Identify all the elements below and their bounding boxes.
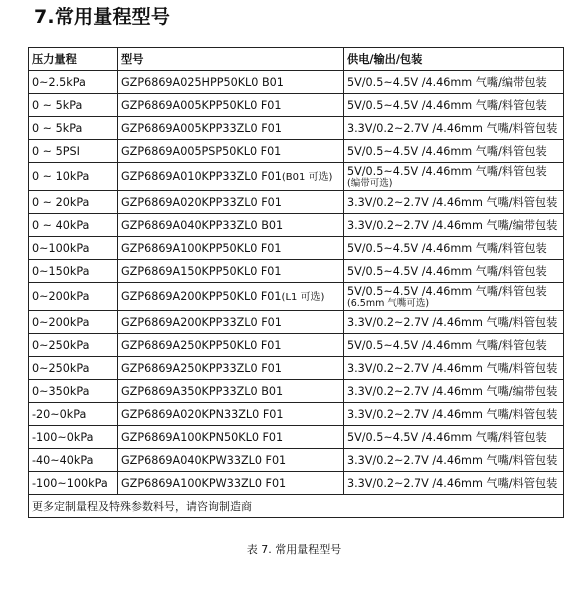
header-spec: 供电/输出/包装 [344,48,564,71]
table-row [29,140,564,163]
table-row [29,163,564,191]
model-cell [118,117,344,140]
spec-cell [344,283,564,311]
table-row [29,334,564,357]
range-cell: 0 ~ 5kPa [29,117,118,140]
model-cell [118,140,344,163]
model-number: GZP6869A020KPP33ZL0 F01 [121,195,282,209]
spec-text: 5V/0.5~4.5V /4.46mm 气嘴/料管包装 [347,264,547,278]
spec-text: 3.3V/0.2~2.7V /4.46mm 气嘴/编带包装 [347,384,558,398]
spec-option-note: (6.5mm 气嘴可选) [347,297,430,309]
model-cell [118,449,344,472]
model-cell [118,191,344,214]
spec-text: 5V/0.5~4.5V /4.46mm 气嘴/料管包装 [347,241,547,255]
spec-cell [344,334,564,357]
range-cell: -20~0kPa [29,403,118,426]
model-number: GZP6869A040KPP33ZL0 B01 [121,218,284,232]
model-cell [118,260,344,283]
table-row [29,191,564,214]
model-cell [118,426,344,449]
model-cell [118,311,344,334]
table-row [29,214,564,237]
table-row [29,380,564,403]
model-cell [118,71,344,94]
spec-cell [344,403,564,426]
spec-text: 5V/0.5~4.5V /4.46mm 气嘴/料管包装 [347,98,547,112]
model-number: GZP6869A250KPP33ZL0 F01 [121,361,282,375]
spec-cell [344,237,564,260]
spec-text: 3.3V/0.2~2.7V /4.46mm 气嘴/料管包装 [347,407,558,421]
model-cell [118,163,344,191]
table-header-row [29,48,564,71]
range-cell: -100~0kPa [29,426,118,449]
spec-text: 3.3V/0.2~2.7V /4.46mm 气嘴/料管包装 [347,121,558,135]
range-cell: -100~100kPa [29,472,118,495]
table-footer-row [29,495,564,518]
model-number: GZP6869A100KPW33ZL0 F01 [121,476,287,490]
spec-cell [344,71,564,94]
spec-cell [344,260,564,283]
model-number: GZP6869A200KPP33ZL0 F01 [121,315,282,329]
table-row [29,283,564,311]
range-cell: 0 ~ 5kPa [29,94,118,117]
range-cell: 0 ~ 20kPa [29,191,118,214]
model-number: GZP6869A010KPP33ZL0 F01 [121,169,282,183]
model-number: GZP6869A100KPN50KL0 F01 [121,430,284,444]
table-row [29,403,564,426]
spec-text: 3.3V/0.2~2.7V /4.46mm 气嘴/料管包装 [347,361,558,375]
spec-cell [344,191,564,214]
spec-cell [344,357,564,380]
table-row [29,237,564,260]
model-number: GZP6869A100KPP50KL0 F01 [121,241,282,255]
spec-cell [344,140,564,163]
range-cell: 0~250kPa [29,334,118,357]
model-cell [118,334,344,357]
model-cell [118,380,344,403]
spec-cell [344,449,564,472]
model-number: GZP6869A005KPP50KL0 F01 [121,98,282,112]
spec-cell [344,117,564,140]
model-cell [118,94,344,117]
range-cell: 0~2.5kPa [29,71,118,94]
section-title: 7.常用量程型号 [34,6,171,28]
spec-cell [344,163,564,191]
model-number: GZP6869A020KPN33ZL0 F01 [121,407,284,421]
model-cell [118,357,344,380]
model-number: GZP6869A005KPP33ZL0 F01 [121,121,282,135]
model-cell [118,403,344,426]
spec-text: 5V/0.5~4.5V /4.46mm 气嘴/料管包装 [347,284,547,298]
model-number: GZP6869A250KPP50KL0 F01 [121,338,282,352]
spec-cell [344,311,564,334]
spec-cell [344,94,564,117]
spec-text: 5V/0.5~4.5V /4.46mm 气嘴/料管包装 [347,144,547,158]
model-number: GZP6869A200KPP50KL0 F01 [121,289,282,303]
header-range: 压力量程 [29,48,118,71]
range-cell: 0~250kPa [29,357,118,380]
model-option-note: (L1 可选) [281,291,325,303]
spec-text: 5V/0.5~4.5V /4.46mm 气嘴/料管包装 [347,164,547,178]
model-cell [118,237,344,260]
table-row [29,117,564,140]
pressure-range-table [28,47,564,518]
table-row [29,357,564,380]
table-row [29,426,564,449]
model-cell [118,283,344,311]
spec-text: 3.3V/0.2~2.7V /4.46mm 气嘴/料管包装 [347,195,558,209]
table-row [29,71,564,94]
range-cell: 0~150kPa [29,260,118,283]
table-row [29,260,564,283]
range-cell: 0~100kPa [29,237,118,260]
model-number: GZP6869A040KPW33ZL0 F01 [121,453,287,467]
spec-text: 3.3V/0.2~2.7V /4.46mm 气嘴/料管包装 [347,476,558,490]
spec-cell [344,380,564,403]
header-model: 型号 [118,48,344,71]
range-cell: 0~200kPa [29,283,118,311]
spec-text: 5V/0.5~4.5V /4.46mm 气嘴/编带包装 [347,75,547,89]
table-caption: 表 7. 常用量程型号 [246,543,342,556]
range-cell: 0~350kPa [29,380,118,403]
spec-text: 3.3V/0.2~2.7V /4.46mm 气嘴/编带包装 [347,218,558,232]
model-number: GZP6869A350KPP33ZL0 B01 [121,384,284,398]
range-cell: 0 ~ 5PSI [29,140,118,163]
range-cell: 0 ~ 40kPa [29,214,118,237]
model-option-note: (B01 可选) [281,171,333,183]
table-row [29,94,564,117]
spec-cell [344,214,564,237]
range-cell: 0 ~ 10kPa [29,163,118,191]
model-cell [118,472,344,495]
spec-text: 3.3V/0.2~2.7V /4.46mm 气嘴/料管包装 [347,315,558,329]
model-cell [118,214,344,237]
footer-note: 更多定制量程及特殊参数料号，请咨询制造商 [29,495,564,518]
table-row [29,449,564,472]
spec-text: 5V/0.5~4.5V /4.46mm 气嘴/料管包装 [347,430,547,444]
spec-option-note: (编带可选) [347,177,393,189]
model-number: GZP6869A025HPP50KL0 B01 [121,75,284,89]
spec-cell [344,472,564,495]
table-row [29,311,564,334]
range-cell: 0~200kPa [29,311,118,334]
spec-text: 3.3V/0.2~2.7V /4.46mm 气嘴/料管包装 [347,453,558,467]
range-cell: -40~40kPa [29,449,118,472]
model-number: GZP6869A150KPP50KL0 F01 [121,264,282,278]
spec-text: 5V/0.5~4.5V /4.46mm 气嘴/料管包装 [347,338,547,352]
model-number: GZP6869A005PSP50KL0 F01 [121,144,282,158]
table-row [29,472,564,495]
spec-cell [344,426,564,449]
